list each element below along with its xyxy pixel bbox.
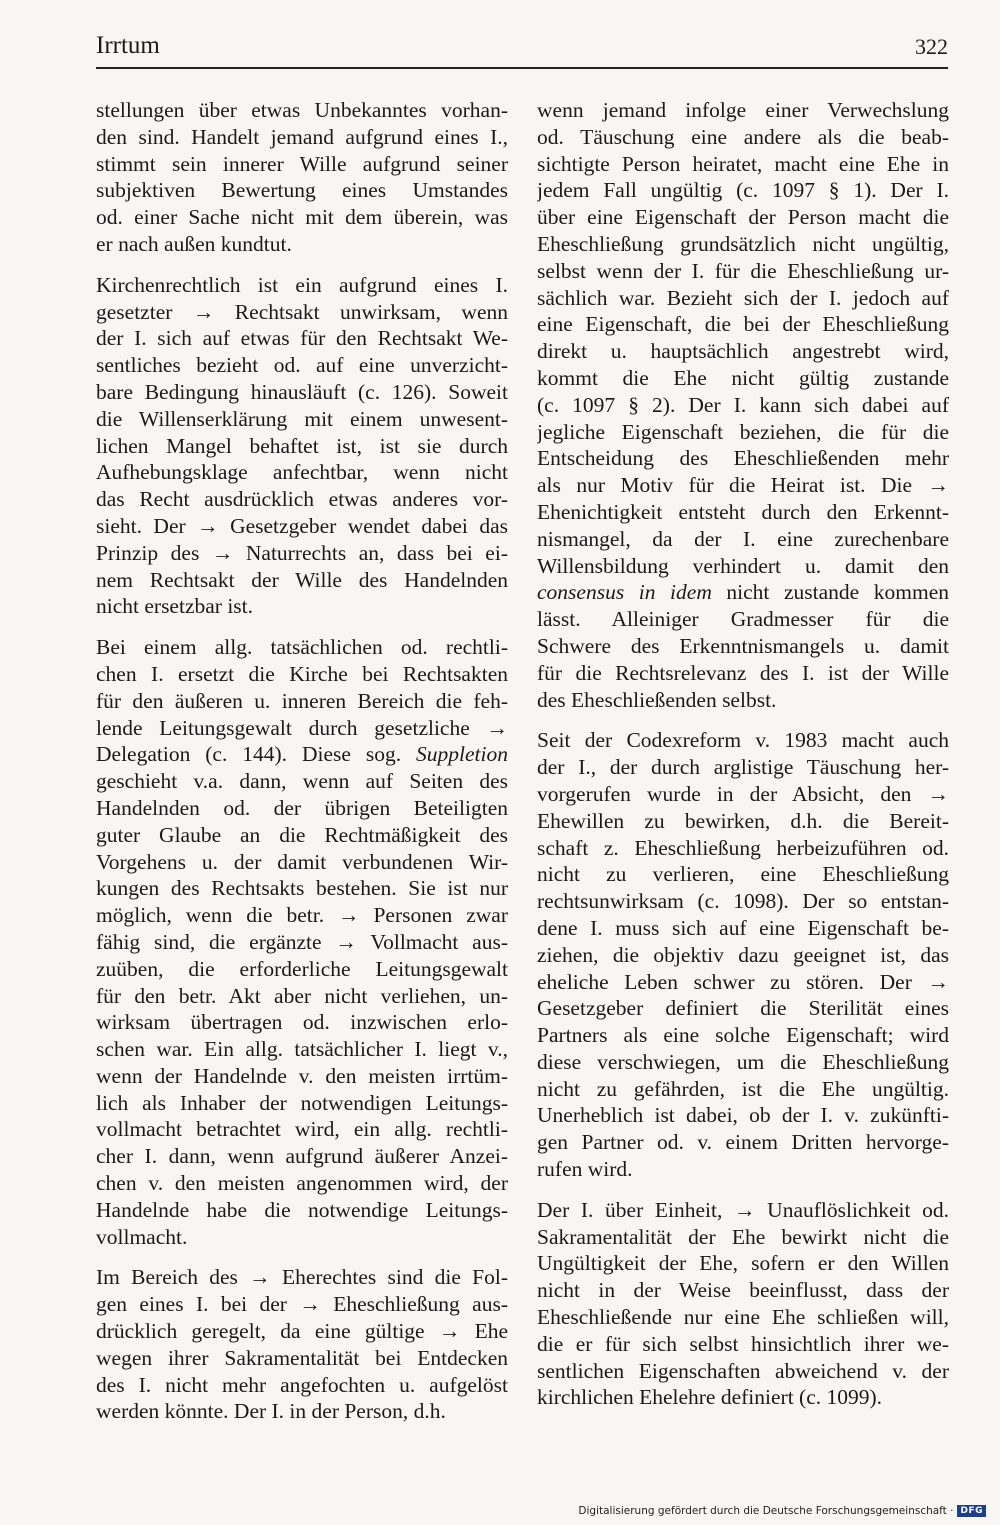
text-line: der I. sich auf etwas für den Rechtsakt We- [96, 326, 508, 351]
paragraph [96, 272, 508, 620]
running-head: Irrtum [96, 32, 160, 59]
text-line: schaft z. Eheschließung herbeizuführen od. [537, 835, 949, 860]
text-line: nicht in der Weise beeinflusst, dass der [537, 1278, 949, 1303]
text-line: kungen des Rechtsakts bestehen. Sie ist nur [96, 876, 508, 901]
text-line: (c. 1097 § 2). Der I. kann sich dabei auf [537, 392, 949, 417]
text-line: wenn jemand infolge einer Verwechslung [537, 98, 949, 122]
text-line: chen v. den meisten angenommen wird, der [96, 1171, 508, 1196]
text-line: den sind. Handelt jemand aufgrund eines I., [96, 124, 508, 149]
text-line: lende Leitungsgewalt durch gesetzliche → [96, 715, 508, 740]
text-line: wenn der Handelnde v. den meisten irrtüm- [96, 1063, 508, 1088]
text-line: eheliche Leben schwer zu stören. Der → [537, 969, 949, 994]
text-line: schen war. Ein allg. tatsächlicher I. liegt v., [96, 1037, 508, 1062]
text-line: die Willenserklärung mit einem unwesent- [96, 406, 508, 431]
text-line: sächlich war. Bezieht sich der I. jedoch auf [537, 285, 949, 310]
text-line: geschieht v.a. dann, wenn auf Seiten des [96, 769, 508, 794]
text-line: des I. nicht mehr angefochten u. aufgelöst [96, 1372, 508, 1397]
text-line: lässt. Alleiniger Gradmesser für die [537, 607, 949, 632]
text-line: rechtsunwirksam (c. 1098). Der so entstan- [537, 889, 949, 914]
text-line: werden könnte. Der I. in der Person, d.h. [96, 1399, 446, 1424]
text-line: stimmt sein innerer Wille aufgrund seiner [96, 151, 508, 176]
paragraph [96, 634, 508, 1250]
text-line: Vorgehens u. der damit verbundenen Wir- [96, 849, 508, 874]
text-line: für den betr. Akt aber nicht verliehen, un- [96, 983, 508, 1008]
text-line: consensus in idem nicht zustande kommen [537, 580, 949, 605]
text-line: drücklich geregelt, da eine gültige → Ehe [96, 1319, 508, 1344]
paragraph [537, 97, 949, 713]
right-column [537, 97, 949, 1425]
text-line: dene I. muss sich auf eine Eigenschaft be- [537, 915, 949, 940]
text-line: Partners als eine solche Eigenschaft; wird [537, 1023, 949, 1048]
text-line: Der I. über Einheit, → Unauflöslichkeit od. [537, 1197, 949, 1222]
text-line: für die Rechtsrelevanz des I. ist der Wille [537, 660, 949, 685]
paragraph [537, 727, 949, 1183]
text-line: jedem Fall ungültig (c. 1097 § 1). Der I. [537, 178, 949, 203]
paragraph [537, 1197, 949, 1411]
text-line: eine Eigenschaft, die bei der Eheschließung [537, 312, 949, 337]
text-line: od. einer Sache nicht mit dem überein, was [96, 205, 508, 230]
text-line: ziehen, die objektiv dazu geeignet ist, das [537, 942, 949, 967]
text-line: Aufhebungsklage anfechtbar, wenn nicht [96, 460, 508, 485]
text-line: er nach außen kundtut. [96, 231, 292, 256]
text-line: sentlichen Eigenschaften abweichend v. der [537, 1358, 949, 1383]
text-line: Handelnden od. der übrigen Beteiligten [96, 795, 508, 820]
text-line: das Recht ausdrücklich etwas anderes vor- [96, 487, 508, 512]
text-line: stellungen über etwas Unbekanntes vorhan- [96, 98, 508, 122]
text-line: chen I. ersetzt die Kirche bei Rechtsakten [96, 661, 508, 686]
text-line: als nur Motiv für die Heirat ist. Die → [537, 473, 949, 498]
text-line: Eheschließende nur eine Ehe schließen will, [537, 1305, 949, 1330]
text-line: Handelnde habe die notwendige Leitungs- [96, 1197, 508, 1222]
paragraph [96, 97, 508, 258]
paragraph [96, 1264, 508, 1425]
text-line: gesetzter → Rechtsakt unwirksam, wenn [96, 299, 508, 324]
text-line: der I., der durch arglistige Täuschung her- [537, 755, 949, 780]
text-line: selbst wenn der I. für die Eheschließung ur- [537, 258, 949, 283]
text-line: wegen ihrer Sakramentalität bei Entdecken [96, 1345, 508, 1370]
text-line: nem Rechtsakt der Wille des Handelnden [96, 567, 508, 592]
text-line: gen eines I. bei der → Eheschließung aus- [96, 1292, 508, 1317]
text-line: Willensbildung verhindert u. damit den [537, 553, 949, 578]
text-line: über eine Eigenschaft der Person macht die [537, 205, 949, 230]
text-line: bare Bedingung hinausläuft (c. 126). Soweit [96, 379, 508, 404]
text-line: Im Bereich des → Eherechtes sind die Fol- [96, 1265, 508, 1290]
text-line: die er für sich selbst hinsichtlich ihrer we- [537, 1331, 949, 1356]
text-line: Seit der Codexreform v. 1983 macht auch [537, 728, 949, 753]
text-line: Eheschließung grundsätzlich nicht ungültig, [537, 231, 949, 256]
left-column [96, 97, 508, 1439]
text-line: nicht zu gefährden, ist die Ehe ungültig. [537, 1076, 949, 1101]
text-line: lichen Mangel behaftet ist, ist sie durch [96, 433, 508, 458]
credit-text: Digitalisierung gefördert durch die Deutsche Forschungsgemeinschaft · [578, 1505, 954, 1517]
dfg-logo: DFG [957, 1505, 986, 1517]
text-line: fähig sind, die ergänzte → Vollmacht aus- [96, 929, 508, 954]
text-line: jegliche Eigenschaft beziehen, die für die [537, 419, 949, 444]
text-line: vollmacht. [96, 1224, 188, 1249]
text-line: direkt u. hauptsächlich angestrebt wird, [537, 339, 949, 364]
text-line: Bei einem allg. tatsächlichen od. rechtli- [96, 635, 508, 660]
text-line: nismangel, da der I. eine zurechenbare [537, 526, 949, 551]
text-line: od. Täuschung eine andere als die beab- [537, 124, 949, 149]
text-line: Ungültigkeit der Ehe, sofern er den Willen [537, 1251, 949, 1276]
text-line: lich als Inhaber der notwendigen Leitungs- [96, 1090, 508, 1115]
digitization-credit [578, 1505, 986, 1517]
text-line: guter Glaube an die Rechtmäßigkeit des [96, 822, 508, 847]
text-line: für den äußeren u. inneren Bereich die feh- [96, 688, 508, 713]
text-line: Prinzip des → Naturrechts an, dass bei ei- [96, 540, 508, 565]
text-line: subjektiven Bewertung eines Umstandes [96, 178, 508, 203]
text-line: wirksam übertragen od. inzwischen erlo- [96, 1010, 508, 1035]
text-line: kommt die Ehe nicht gültig zustande [537, 365, 949, 390]
text-line: Gesetzgeber definiert die Sterilität eines [537, 996, 949, 1021]
text-line: Ehewillen zu bewirken, d.h. die Bereit- [537, 808, 949, 833]
text-line: Ehenichtigkeit entsteht durch den Erkennt- [537, 499, 949, 524]
text-line: diese verschwiegen, um die Eheschließung [537, 1049, 949, 1074]
text-line: möglich, wenn die betr. → Personen zwar [96, 903, 508, 928]
text-line: Entscheidung des Eheschließenden mehr [537, 446, 949, 471]
text-line: nicht zu verlieren, eine Eheschließung [537, 862, 949, 887]
text-line: cher I. dann, wenn aufgrund äußerer Anzei- [96, 1144, 508, 1169]
text-line: Kirchenrechtlich ist ein aufgrund eines I. [96, 272, 508, 297]
text-line: kirchlichen Ehelehre definiert (c. 1099). [537, 1385, 883, 1410]
text-line: rufen wird. [537, 1157, 633, 1182]
text-line: sichtigte Person heiratet, macht eine Ehe in [537, 151, 949, 176]
text-line: Sakramentalität der Ehe bewirkt nicht die [537, 1224, 949, 1249]
text-line: vorgerufen wurde in der Absicht, den → [537, 781, 949, 806]
text-line: sieht. Der → Gesetzgeber wendet dabei das [96, 513, 508, 538]
text-line: Schwere des Erkenntnismangels u. damit [537, 633, 949, 658]
text-line: sentliches bezieht od. auf eine unverzicht- [96, 353, 508, 378]
page-number: 322 [915, 34, 948, 59]
header-rule [96, 67, 948, 69]
text-line: des Eheschließenden selbst. [537, 687, 777, 712]
text-line: nicht ersetzbar ist. [96, 594, 254, 619]
text-line: gen Partner od. v. einem Dritten hervorge- [537, 1130, 949, 1155]
text-line: Unerheblich ist dabei, ob der I. v. zukünfti- [537, 1103, 949, 1128]
page-header [96, 28, 948, 68]
text-line: zuüben, die erforderliche Leitungsgewalt [96, 956, 508, 981]
text-line: vollmacht betrachtet wird, ein allg. rechtli- [96, 1117, 508, 1142]
text-line: Delegation (c. 144). Diese sog. Suppletion [96, 742, 508, 767]
